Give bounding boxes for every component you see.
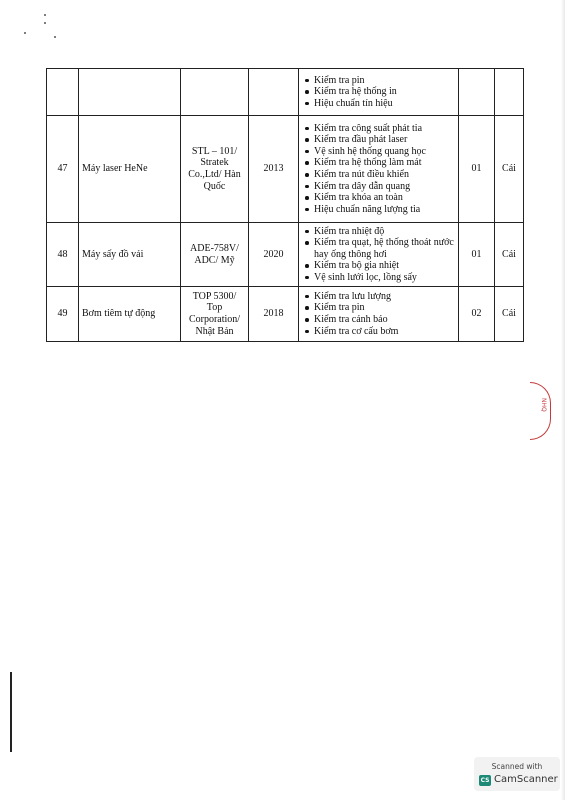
model-origin: [181, 287, 249, 342]
quantity: 02: [459, 287, 495, 342]
year: 2018: [249, 287, 299, 342]
table-row: [47, 116, 524, 223]
model-origin: [181, 116, 249, 223]
task-item: Kiểm tra nút điều khiển: [302, 169, 455, 181]
task-item: Kiểm tra khóa an toàn: [302, 192, 455, 204]
model-line: Co.,Ltd/ Hàn: [188, 169, 241, 180]
task-item: Kiểm tra pin: [302, 302, 455, 314]
model-line: Quốc: [203, 180, 226, 192]
equipment-name: Máy laser HeNe: [79, 116, 181, 223]
unit: Cái: [495, 116, 524, 223]
camscanner-name: CamScanner: [494, 774, 558, 785]
table-row: [47, 223, 524, 287]
task-item: Kiểm tra đầu phát laser: [302, 134, 455, 146]
row-number: [47, 69, 79, 116]
row-number: 47: [47, 116, 79, 223]
row-number: 48: [47, 223, 79, 287]
task-item: Hiệu chuẩn tín hiệu: [302, 98, 455, 110]
task-item: Vệ sinh hệ thống quang học: [302, 146, 455, 158]
task-item: Kiểm tra nhiệt độ: [302, 226, 455, 238]
model-line: ADC/ Mỹ: [194, 254, 235, 266]
scan-speck: [54, 36, 56, 38]
scan-speck: [44, 14, 46, 16]
quantity: 01: [459, 116, 495, 223]
task-item: Kiểm tra cảnh báo: [302, 314, 455, 326]
year: [249, 69, 299, 116]
equipment-table: [46, 68, 524, 342]
maintenance-tasks: [299, 223, 459, 287]
equipment-name: Máy sấy đồ vải: [79, 223, 181, 287]
task-item: Kiểm tra pin: [302, 75, 455, 87]
task-item: Kiểm tra hệ thống in: [302, 86, 455, 98]
quantity: [459, 69, 495, 116]
task-item: Kiểm tra hệ thống làm mát: [302, 157, 455, 169]
task-item: Kiểm tra lưu lượng: [302, 291, 455, 303]
maintenance-tasks: [299, 116, 459, 223]
task-item: Kiểm tra công suất phát tia: [302, 123, 455, 135]
page-edge-shadow: [561, 0, 565, 800]
model-line: Stratek: [200, 157, 229, 169]
model-origin: [181, 69, 249, 116]
year: 2020: [249, 223, 299, 287]
scan-speck: [44, 22, 46, 24]
model-origin: [181, 223, 249, 287]
row-number: 49: [47, 287, 79, 342]
equipment-name: Bơm tiêm tự động: [79, 287, 181, 342]
model-line: Corporation/: [188, 314, 241, 325]
task-item: Kiểm tra quạt, hệ thống thoát nước hay ống thông hơi: [302, 237, 455, 260]
table-row: [47, 69, 524, 116]
task-item: Kiểm tra dây dẫn quang: [302, 181, 455, 193]
task-item: Vệ sinh lưới lọc, lồng sấy: [302, 272, 455, 284]
scan-speck: [24, 32, 26, 34]
model-line: Top: [206, 302, 223, 314]
camscanner-badge: [474, 757, 560, 791]
table-row: [47, 287, 524, 342]
task-item: Kiểm tra bộ gia nhiệt: [302, 260, 455, 272]
scanned-with-label: Scanned with: [491, 762, 543, 771]
unit: Cái: [495, 287, 524, 342]
stamp-text: NHQ: [540, 398, 547, 412]
maintenance-tasks: [299, 287, 459, 342]
camscanner-logo-icon: CS: [480, 777, 490, 784]
quantity: 01: [459, 223, 495, 287]
model-line: ADE-758V/: [190, 242, 239, 254]
model-line: STL – 101/: [191, 145, 238, 157]
equipment-name: [79, 69, 181, 116]
maintenance-tasks: [299, 69, 459, 116]
model-line: Nhật Bản: [195, 325, 234, 337]
year: 2013: [249, 116, 299, 223]
unit: Cái: [495, 223, 524, 287]
model-line: TOP 5300/: [192, 290, 237, 302]
unit: [495, 69, 524, 116]
task-item: Kiểm tra cơ cấu bơm: [302, 326, 455, 338]
task-item: Hiệu chuẩn năng lượng tia: [302, 204, 455, 216]
binding-mark: [10, 672, 12, 752]
